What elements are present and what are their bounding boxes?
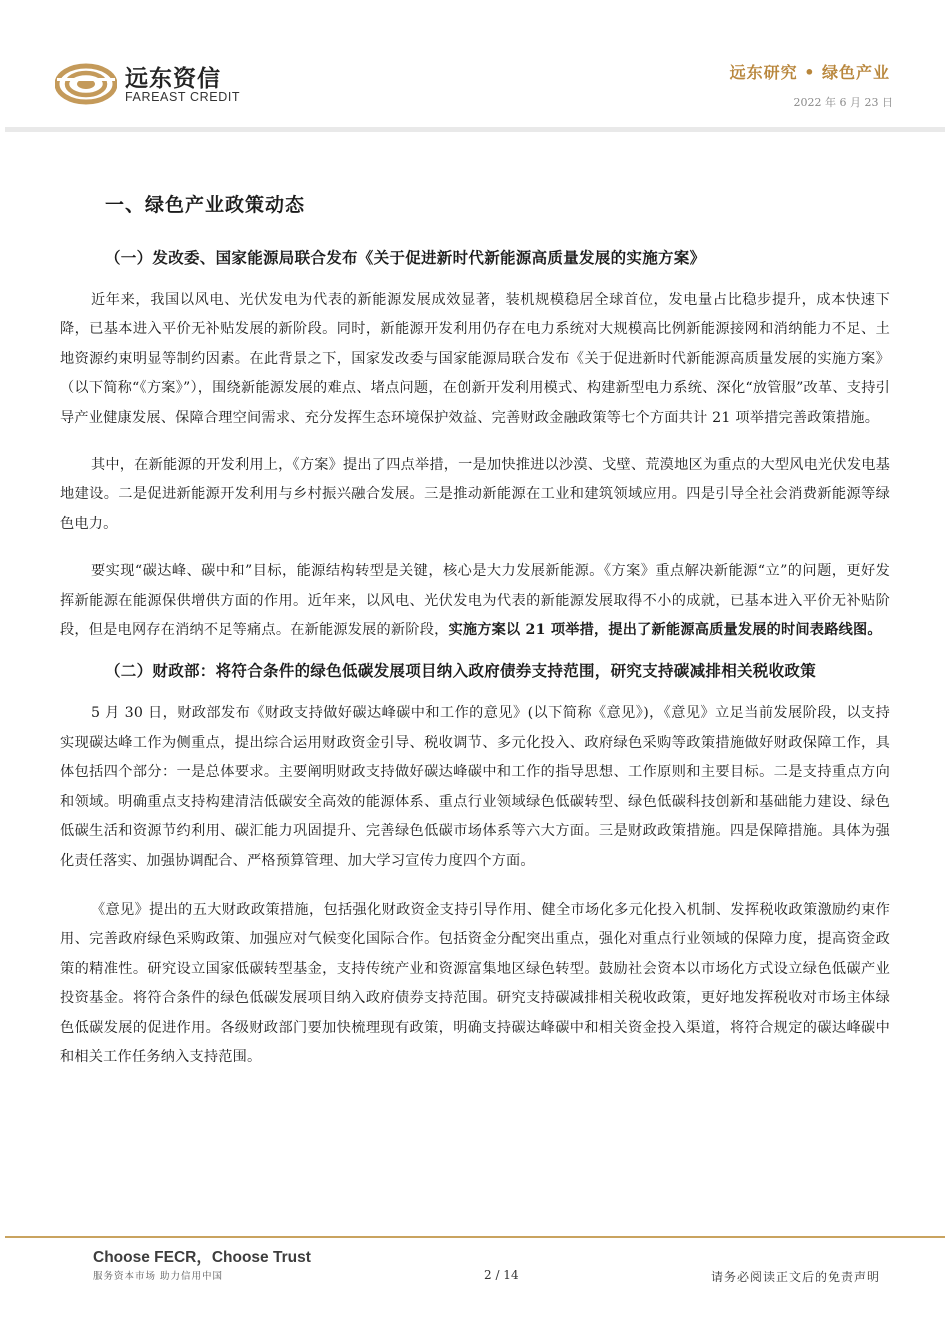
disclaimer-notice: 请务必阅读正文后的免责声明 (710, 1270, 880, 1284)
section-title: 一、绿色产业政策动态 (105, 194, 306, 216)
paragraph: 《意见》提出的五大财政政策措施，包括强化财政资金支持引导作用、健全市场化多元化投入机制、发挥税收政策激励约束作用、完善政府绿色采购政策、加强应对气候变化国际合作。包括资金分配突出重点，强化对重点行业领域的保障力度，提高资金政策的精准性。研究设立国家低碳转型基金，支持传统产业和资源富集地区绿色转型。鼓励社会资本以市场化方式设立绿色低碳产业投资基金。将符合条件的绿色低碳发展项目纳入政府债券支持范围。研究支持碳减排相关税收政策，更好地发挥税收对市场主体绿色低碳发展的促进作用。各级财政部门要加快梳理现有政策，明确支持碳达峰碳中和相关资金投入渠道，将符合规定的碳达峰碳中和相关工作任务纳入支持范围。 (60, 901, 890, 1065)
paragraph (60, 557, 890, 645)
paragraph: 近年来，我国以风电、光伏发电为代表的新能源发展成效显著，装机规模稳居全球首位，发电量占比稳步提升，成本快速下降，已基本进入平价无补贴发展的新阶段。同时，新能源开发利用仍存在电力系统对大规模高比例新能源接网和消纳能力不足、土地资源约束明显等制约因素。在此背景之下，国家发改委与国家能源局联合发布《关于促进新时代新能源高质量发展的实施方案》（以下简称“《方案》”），围绕新能源发展的难点、堵点问题，在创新开发利用模式、构建新型电力系统、深化“放管服”改革、支持引导产业健康发展、保障合理空间需求、充分发挥生态环境保护效益、完善财政金融政策等七个方面共计 21 项举措完善政策措施。 (60, 292, 890, 426)
paragraph-text: 要实现“碳达峰、碳中和”目标，能源结构转型是关键，核心是大力发展新能源。《方案》重点解决新能源“立”的问题，更好发挥新能源在能源保供增供方面的作用。近年来，以风电、光伏发电为代表的新能源发展取得不小的成就，已基本进入平价无补贴阶段，但是电网存在消纳不足等痛点。在新能源发展的新阶段， (60, 563, 890, 639)
report-body (60, 190, 890, 1072)
report-date: 2022 年 6 月 23 日 (793, 96, 893, 109)
logo-english-name: FAREAST CREDIT (125, 90, 241, 104)
paragraph-highlight: 实施方案以 21 项举措，提出了新能源高质量发展的时间表路线图。 (448, 622, 882, 639)
paragraph: 5 月 30 日，财政部发布《财政支持做好碳达峰碳中和工作的意见》(以下简称《意见》)，《意见》立足当前发展阶段，以支持实现碳达峰工作为侧重点，提出综合运用财政资金引导、税收调节、多元化投入、政府绿色采购等政策措施做好财政保障工作，具体包括四个部分：一是总体要求。主要阐明财政支持做好碳达峰碳中和工作的指导思想、工作原则和主要目标。二是支持重点方向和领域。明确重点支持构建清洁低碳安全高效的能源体系、重点行业领域绿色低碳转型、绿色低碳科技创新和基础能力建设、绿色低碳生活和资源节约利用、碳汇能力巩固提升、完善绿色低碳市场体系等六大方面。三是财政政策措施。四是保障措施。具体为强化责任落实、加强协调配合、严格预算管理、加大学习宣传力度四个方面。 (60, 705, 890, 869)
report-series-tag: 远东研究 • 绿色产业 (729, 63, 890, 82)
subsection-2-title: （二）财政部：将符合条件的绿色低碳发展项目纳入政府债券支持范围，研究支持碳减排相关税收政策 (105, 662, 817, 681)
fareast-credit-logo (55, 58, 245, 110)
footer-slogan: Choose FECR，Choose Trust (93, 1249, 311, 1266)
page-header (0, 0, 950, 135)
logo-emblem-icon (55, 58, 117, 110)
footer-slogan-sub: 服务资本市场 助力信用中国 (93, 1271, 224, 1282)
subsection-1-title: （一）发改委、国家能源局联合发布《关于促进新时代新能源高质量发展的实施方案》 (105, 249, 706, 267)
page-number: 2 / 14 (484, 1268, 519, 1282)
footer-divider (5, 1236, 945, 1238)
paragraph: 其中，在新能源的开发利用上，《方案》提出了四点举措，一是加快推进以沙漠、戈壁、荒漠地区为重点的大型风电光伏发电基地建设。二是促进新能源开发利用与乡村振兴融合发展。三是推动新能源在工业和建筑领域应用。四是引导全社会消费新能源等绿色电力。 (60, 457, 890, 532)
header-divider (5, 127, 945, 132)
logo-chinese-name: 远东资信 (125, 66, 221, 92)
